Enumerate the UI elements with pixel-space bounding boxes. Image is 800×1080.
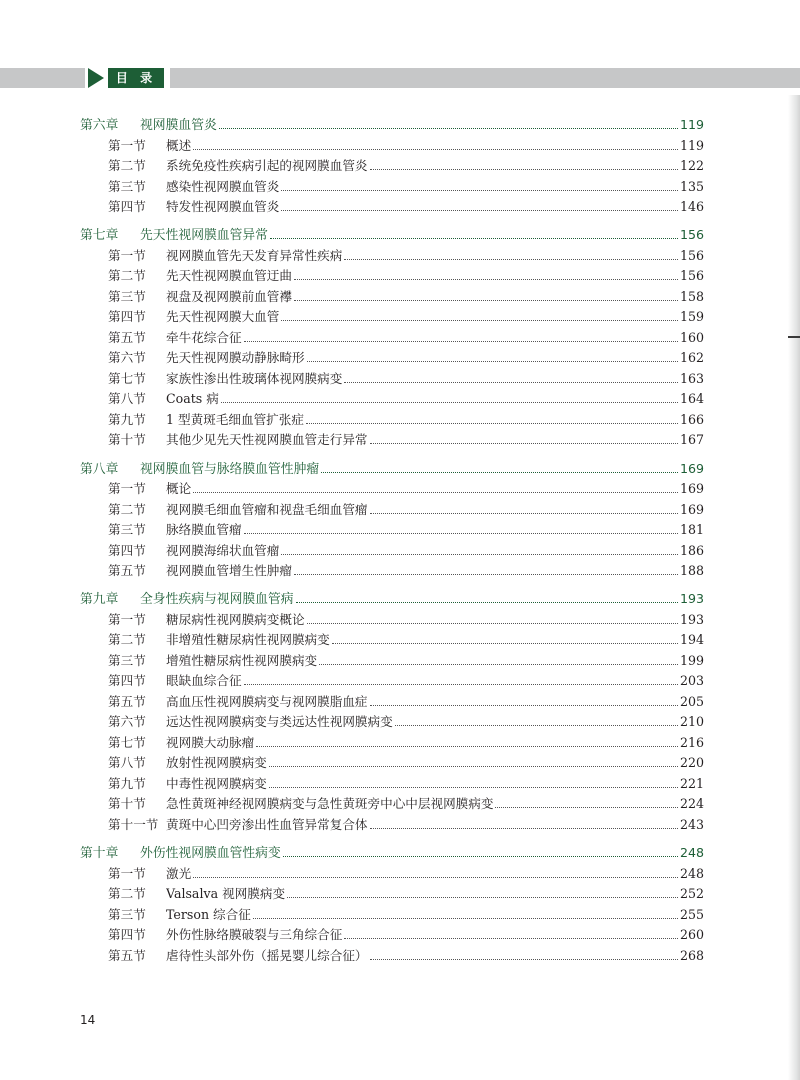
page-reference: 160 [679, 329, 704, 345]
dot-leader [370, 513, 678, 514]
section-entry[interactable] [80, 388, 704, 409]
section-entry[interactable] [80, 245, 704, 266]
chapter-title: 全身性疾病与视网膜血管病 [140, 592, 294, 608]
page-reference: 220 [679, 755, 704, 771]
section-number: 第四节 [108, 542, 146, 558]
page-reference: 166 [679, 411, 704, 427]
section-title: 系统免疫性疾病引起的视网膜血管炎 [166, 158, 368, 173]
section-entry[interactable] [80, 609, 704, 630]
section-title: 先天性视网膜大血管 [166, 309, 280, 325]
page-reference: 156 [679, 227, 704, 243]
dot-leader [370, 443, 678, 444]
header-bar [0, 68, 800, 88]
dot-leader [321, 472, 678, 473]
dot-leader [307, 623, 678, 624]
chapter-group [80, 842, 704, 965]
chapter-entry[interactable] [80, 842, 704, 863]
page-reference: 255 [679, 906, 704, 922]
section-number: 第七节 [108, 370, 146, 386]
page-reference: 210 [679, 714, 704, 730]
section-title: 非增殖性糖尿病性视网膜病变 [166, 632, 330, 648]
section-title: 激光 [166, 865, 192, 881]
page-reference: 135 [679, 178, 704, 194]
section-title: 视网膜血管先天发育异常性疾病 [166, 247, 343, 263]
section-number: 第四节 [108, 309, 146, 325]
page-reference: 156 [679, 268, 704, 284]
section-number: 第三节 [108, 178, 146, 194]
page-reference: 163 [679, 370, 704, 386]
page-reference: 260 [679, 927, 704, 943]
section-number: 第五节 [108, 947, 146, 963]
page-reference: 119 [679, 117, 704, 132]
section-title: 放射性视网膜病变 [166, 755, 267, 771]
section-entry[interactable] [80, 347, 704, 368]
dot-leader [294, 574, 678, 575]
page-reference: 193 [679, 611, 704, 627]
dot-leader [193, 149, 678, 150]
dot-leader [344, 382, 678, 383]
section-entry[interactable] [80, 540, 704, 561]
page-reference: 194 [679, 632, 704, 648]
chapter-number: 第十章 [80, 846, 119, 862]
section-number: 第四节 [108, 673, 146, 689]
page-reference: 162 [679, 350, 704, 366]
section-title: 先天性视网膜血管迂曲 [166, 268, 292, 284]
section-title: Coats 病 [166, 391, 219, 407]
section-number: 第二节 [108, 268, 146, 284]
page-reference: 252 [679, 886, 704, 902]
chapter-number: 第七章 [80, 228, 119, 244]
page-reference: 248 [679, 865, 704, 881]
chapter-group [80, 588, 704, 834]
section-number: 第九节 [108, 775, 146, 791]
page-reference: 199 [679, 652, 704, 668]
section-number: 第七节 [108, 734, 146, 750]
page-reference: 119 [679, 137, 704, 153]
chapter-entry[interactable] [80, 458, 704, 479]
section-entry[interactable] [80, 560, 704, 581]
page-reference: 164 [679, 391, 704, 407]
dot-leader [244, 533, 678, 534]
page-reference: 146 [679, 199, 704, 214]
dot-leader [269, 787, 678, 788]
page-reference: 205 [679, 693, 704, 709]
section-title: 中毒性视网膜病变 [166, 775, 267, 791]
section-title: 增殖性糖尿病性视网膜病变 [166, 652, 318, 668]
chapter-title: 视网膜血管与脉络膜血管性肿瘤 [140, 461, 320, 477]
chapter-number: 第六章 [80, 118, 119, 133]
dot-leader [370, 959, 678, 960]
section-entry[interactable] [80, 793, 704, 814]
section-entry[interactable] [80, 670, 704, 691]
section-number: 第六节 [108, 714, 146, 730]
section-entry[interactable] [80, 752, 704, 773]
section-entry[interactable] [80, 499, 704, 520]
section-entry[interactable] [80, 478, 704, 499]
section-number: 第三节 [108, 522, 146, 538]
section-entry[interactable] [80, 196, 704, 217]
section-entry[interactable] [80, 368, 704, 389]
section-title: 远达性视网膜病变与类远达性视网膜病变 [166, 714, 393, 730]
chapter-entry[interactable] [80, 114, 704, 135]
section-title: 黄斑中心凹旁渗出性血管异常复合体 [166, 816, 368, 832]
chapter-group [80, 458, 704, 581]
section-title: 概述 [166, 137, 192, 153]
section-number: 第一节 [108, 481, 146, 497]
section-title: 糖尿病性视网膜病变概论 [166, 611, 305, 627]
dot-leader [344, 938, 678, 939]
section-entry[interactable] [80, 945, 704, 966]
section-title: 虐待性头部外伤（摇晃婴儿综合征） [166, 947, 368, 963]
section-number: 第五节 [108, 563, 146, 579]
section-entry[interactable] [80, 135, 704, 156]
page-reference: 203 [679, 673, 704, 689]
section-number: 第五节 [108, 693, 146, 709]
page-reference: 188 [679, 563, 704, 579]
section-title: 视网膜毛细血管瘤和视盘毛细血管瘤 [166, 501, 368, 517]
dot-leader [281, 210, 678, 211]
page-reference: 216 [679, 734, 704, 750]
dot-leader [269, 766, 678, 767]
section-number: 第一节 [108, 865, 146, 881]
section-title: 高血压性视网膜病变与视网膜脂血症 [166, 693, 368, 709]
section-number: 第四节 [108, 927, 146, 943]
dot-leader [244, 341, 678, 342]
chapter-entry[interactable] [80, 588, 704, 609]
section-entry[interactable] [80, 863, 704, 884]
dot-leader [281, 190, 678, 191]
section-title: 外伤性脉络膜破裂与三角综合征 [166, 927, 343, 943]
dot-leader [495, 807, 678, 808]
section-entry[interactable] [80, 429, 704, 450]
page-reference: 268 [679, 947, 704, 963]
dot-leader [283, 856, 678, 857]
dot-leader [219, 128, 678, 129]
dot-leader [370, 828, 678, 829]
section-entry[interactable] [80, 519, 704, 540]
section-entry[interactable] [80, 629, 704, 650]
page-reference: 186 [679, 542, 704, 558]
section-title: 视网膜海绵状血管瘤 [166, 542, 280, 558]
section-number: 第四节 [108, 199, 146, 214]
section-title: Valsalva 视网膜病变 [166, 886, 286, 902]
chapter-title: 外伤性视网膜血管性病变 [140, 846, 281, 862]
dot-leader [193, 877, 678, 878]
page-edge-strip [788, 95, 800, 1080]
page-edge-mark [788, 336, 800, 338]
section-title: 1 型黄斑毛细血管扩张症 [166, 411, 304, 427]
section-title: 感染性视网膜血管炎 [166, 178, 280, 194]
section-entry[interactable] [80, 306, 704, 327]
section-entry[interactable] [80, 176, 704, 197]
dot-leader [395, 725, 678, 726]
dot-leader [370, 169, 678, 170]
section-title: 家族性渗出性玻璃体视网膜病变 [166, 370, 343, 386]
section-number: 第六节 [108, 350, 146, 366]
dot-leader [332, 643, 678, 644]
section-number: 第八节 [108, 755, 146, 771]
header-bar-right [170, 68, 800, 88]
page-reference: 158 [679, 288, 704, 304]
section-entry[interactable] [80, 883, 704, 904]
page-reference: 224 [679, 796, 704, 812]
section-number: 第三节 [108, 652, 146, 668]
section-number: 第九节 [108, 411, 146, 427]
section-entry[interactable] [80, 409, 704, 430]
dot-leader [253, 918, 678, 919]
page-reference: 243 [679, 816, 704, 832]
section-number: 第八节 [108, 391, 146, 407]
section-number: 第三节 [108, 906, 146, 922]
section-entry[interactable] [80, 711, 704, 732]
header-title: 目 录 [108, 68, 164, 88]
dot-leader [296, 602, 678, 603]
section-entry[interactable] [80, 814, 704, 835]
dot-leader [306, 423, 678, 424]
section-entry[interactable] [80, 265, 704, 286]
section-number: 第二节 [108, 501, 146, 517]
section-entry[interactable] [80, 904, 704, 925]
section-number: 第十一节 [108, 816, 159, 832]
dot-leader [294, 300, 678, 301]
section-title: 其他少见先天性视网膜血管走行异常 [166, 432, 368, 448]
section-title: 先天性视网膜动静脉畸形 [166, 350, 305, 366]
dot-leader [244, 684, 678, 685]
section-number: 第五节 [108, 329, 146, 345]
section-title: 视网膜大动脉瘤 [166, 734, 255, 750]
section-title: 脉络膜血管瘤 [166, 522, 242, 538]
section-number: 第一节 [108, 137, 146, 153]
dot-leader [287, 897, 678, 898]
section-number: 第二节 [108, 632, 146, 648]
section-entry[interactable] [80, 773, 704, 794]
section-number: 第十节 [108, 432, 146, 448]
dot-leader [294, 279, 678, 280]
page-reference: 248 [679, 845, 704, 861]
page-reference: 169 [679, 501, 704, 517]
chapter-number: 第八章 [80, 461, 119, 477]
page-number: 14 [80, 1013, 96, 1027]
dot-leader [256, 746, 678, 747]
dot-leader [193, 492, 678, 493]
header-bar-left [0, 68, 85, 88]
dot-leader [281, 320, 678, 321]
section-title: 急性黄斑神经视网膜病变与急性黄斑旁中心中层视网膜病变 [166, 796, 494, 812]
page-reference: 122 [679, 158, 704, 173]
section-number: 第二节 [108, 886, 146, 902]
dot-leader [270, 238, 678, 239]
page-reference: 181 [679, 522, 704, 538]
section-entry[interactable] [80, 924, 704, 945]
dot-leader [281, 554, 678, 555]
dot-leader [221, 402, 678, 403]
section-entry[interactable] [80, 650, 704, 671]
table-of-contents [80, 114, 704, 973]
section-number: 第十节 [108, 796, 146, 812]
section-title: 眼缺血综合征 [166, 673, 242, 689]
dot-leader [307, 361, 678, 362]
section-entry[interactable] [80, 691, 704, 712]
chapter-group [80, 114, 704, 217]
section-entry[interactable] [80, 327, 704, 348]
section-title: 视网膜血管增生性肿瘤 [166, 563, 292, 579]
section-title: 牵牛花综合征 [166, 329, 242, 345]
play-arrow-icon [88, 68, 104, 88]
page-reference: 169 [679, 460, 704, 476]
section-title: 特发性视网膜血管炎 [166, 199, 280, 214]
page-reference: 159 [679, 309, 704, 325]
chapter-title: 先天性视网膜血管异常 [140, 228, 268, 244]
section-entry[interactable] [80, 286, 704, 307]
page-reference: 156 [679, 247, 704, 263]
chapter-group [80, 224, 704, 450]
dot-leader [370, 705, 678, 706]
chapter-entry[interactable] [80, 224, 704, 245]
section-entry[interactable] [80, 155, 704, 176]
section-entry[interactable] [80, 732, 704, 753]
section-number: 第一节 [108, 247, 146, 263]
chapter-number: 第九章 [80, 592, 119, 608]
section-title: 概论 [166, 481, 192, 497]
section-title: Terson 综合征 [166, 906, 251, 922]
page-reference: 169 [679, 481, 704, 497]
section-number: 第二节 [108, 158, 146, 173]
section-title: 视盘及视网膜前血管襻 [166, 288, 292, 304]
page-reference: 167 [679, 432, 704, 448]
section-number: 第三节 [108, 288, 146, 304]
dot-leader [319, 664, 678, 665]
chapter-title: 视网膜血管炎 [140, 118, 217, 133]
dot-leader [344, 259, 678, 260]
page-reference: 193 [679, 591, 704, 607]
page-reference: 221 [679, 775, 704, 791]
section-number: 第一节 [108, 611, 146, 627]
